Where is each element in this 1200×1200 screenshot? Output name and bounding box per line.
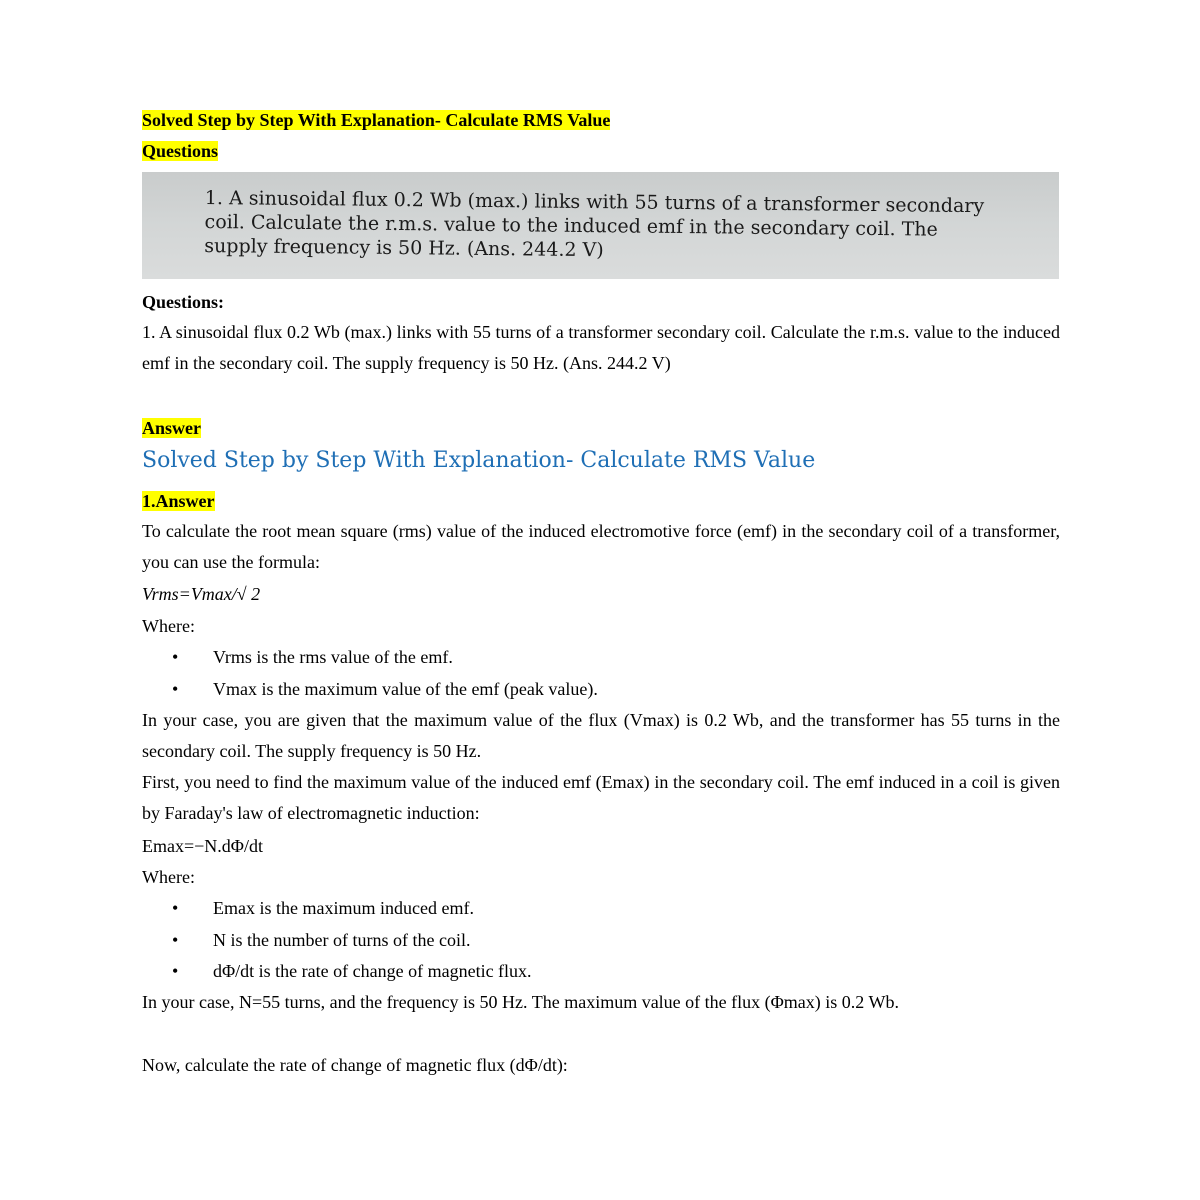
photo-question-text: 1. A sinusoidal flux 0.2 Wb (max.) links with 55 turns of a transformer secondary coil. Calculate the r.m.s. value to the induced emf in the secondary coil. The supply frequency is 50 Hz. (Ans. 244.2 V) [204, 186, 985, 262]
question-1-text: 1. A sinusoidal flux 0.2 Wb (max.) links with 55 turns of a transformer secondary coil. Calculate the r.m.s. value to the induced emf in the secondary coil. The supply frequency is 50 Hz. (Ans. 244.2 V) [142, 322, 1060, 373]
answer-1-heading-text: 1.Answer [142, 491, 215, 511]
values-paragraph: In your case, N=55 turns, and the frequency is 50 Hz. The maximum value of the flux (Φmax) is 0.2 Wb. [142, 992, 899, 1012]
bullet-dot: • [172, 930, 179, 950]
answer-1-heading [142, 490, 215, 512]
answer-heading [142, 417, 201, 439]
where-label-2: Where: [142, 867, 195, 887]
rms-formula [142, 583, 260, 605]
questions-heading [142, 140, 218, 162]
rate-paragraph: Now, calculate the rate of change of magnetic flux (dΦ/dt): [142, 1055, 568, 1075]
where-label-1: Where: [142, 616, 195, 636]
bullet-dot: • [172, 898, 179, 918]
title-text: Solved Step by Step With Explanation- Calculate RMS Value [142, 110, 611, 130]
questions-heading-text: Questions [142, 141, 219, 161]
question-photo [142, 172, 1059, 279]
rms-formula-text: Vrms=Vmax/√ 2 [142, 584, 261, 604]
list-item: Emax is the maximum induced emf. [213, 898, 474, 918]
case-paragraph: In your case, you are given that the maximum value of the flux (Vmax) is 0.2 Wb, and the transformer has 55 turns in the secondary coil. The supply frequency is 50 Hz. [142, 710, 1060, 761]
emf-formula-text: Emax=−N.dΦ/dt [142, 836, 263, 856]
bullet-dot: • [172, 647, 179, 667]
answer-heading-text: Answer [142, 418, 201, 438]
list-item: dΦ/dt is the rate of change of magnetic flux. [213, 961, 532, 981]
list-item: Vmax is the maximum value of the emf (peak value). [213, 679, 598, 699]
emf-formula [142, 835, 263, 857]
answer-title: Solved Step by Step With Explanation- Calculate RMS Value [142, 448, 816, 473]
bullet-dot: • [172, 961, 179, 981]
intro-paragraph: To calculate the root mean square (rms) value of the induced electromotive force (emf) in the secondary coil of a transformer, you can use the formula: [142, 521, 1060, 572]
questions-label: Questions: [142, 292, 225, 312]
list-item: Vrms is the rms value of the emf. [213, 647, 453, 667]
list-item: N is the number of turns of the coil. [213, 930, 471, 950]
document-title [142, 109, 610, 131]
faraday-paragraph: First, you need to find the maximum value of the induced emf (Emax) in the secondary coil. The emf induced in a coil is given by Faraday's law of electromagnetic induction: [142, 772, 1060, 823]
bullet-dot: • [172, 679, 179, 699]
